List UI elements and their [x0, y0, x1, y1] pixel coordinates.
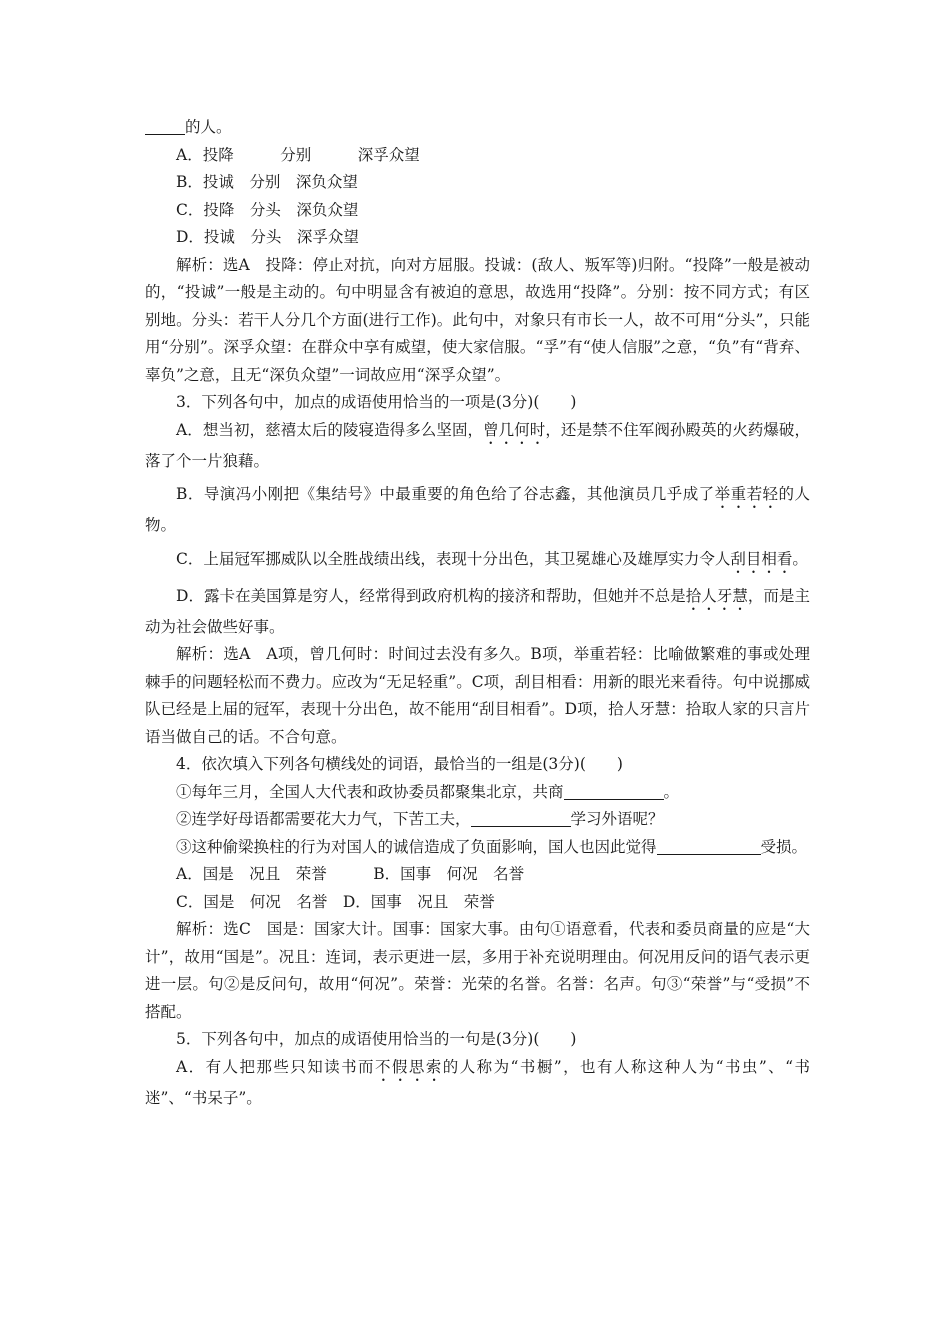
dotted-idiom: 曾几何时: [483, 420, 546, 439]
answer-blank: [657, 836, 761, 855]
q3-option-a: A．想当初，慈禧太后的陵寝造得多么坚固，曾几何时，还是禁不住军阀孙殿英的火药爆破，落了个一片狼藉。: [145, 420, 810, 470]
q4-analysis: 解析：选C 国是：国家大计。国事：国家大事。由句①语意看，代表和委员商量的应是“大计”，故用“国是”。况且：连词，表示更进一层，多用于补充说明理由。何况用反问的语气表示更进一层。句②是反问句，故用“何况”。荣誉：光荣的名誉。名誉：名声。句③“荣誉”与“受损”不搭配。: [145, 920, 810, 1021]
q4-sentence-3: ③这种偷梁换柱的行为对国人的诚信造成了负面影响，国人也因此觉得 受损。: [176, 837, 808, 856]
q3-stem: 3．下列各句中，加点的成语使用恰当的一项是(3分)( ): [176, 393, 577, 411]
answer-blank: [145, 116, 185, 135]
q4-sentence-2: ②连学好母语都需要花大力气，下苦工夫， 学习外语呢？: [176, 810, 664, 828]
q2-option-d: D．投诚 分头 深孚众望: [176, 228, 359, 246]
answer-blank: [564, 781, 664, 800]
dotted-idiom: 刮目相看: [730, 549, 793, 568]
q2-option-b: B．投诚 分别 深负众望: [176, 173, 358, 191]
dotted-idiom: 不假思索: [374, 1057, 443, 1076]
q4-options-cd: C．国是 何况 名誉 D．国事 况且 荣誉: [176, 892, 495, 911]
document-page: [145, 114, 810, 1112]
dotted-idiom: 举重若轻: [714, 485, 779, 503]
dotted-idiom: 拾人牙慧: [685, 586, 748, 605]
q3-analysis: 解析：选A A项，曾几何时：时间过去没有多久。B项，举重若轻：比喻做繁难的事或处理棘手的问题轻松而不费力。应改为“无足轻重”。C项，刮目相看：用新的眼光来看待。句中说挪威队已经是上届的冠军，表现十分出色，故不能用“刮目相看”。D项，拾人牙慧：拾取人家的只言片语当做自己的话。不合句意。: [145, 645, 810, 746]
q3-option-d: D．露卡在美国算是穷人，经常得到政府机构的接济和帮助，但她并不总是拾人牙慧，而是主动为社会做些好事。: [145, 586, 810, 636]
q4-options-ab: A．国是 况且 荣誉 B．国事 何况 名誉: [176, 865, 525, 883]
paragraph-q2-end: 的人。: [145, 114, 810, 142]
answer-blank: [471, 808, 571, 827]
q5-option-a: A．有人把那些只知读书而不假思索的人称为“书橱”，也有人称这种人为“书虫”、“书迷”、“书呆子”。: [145, 1057, 810, 1107]
q4-sentence-1: ①每年三月，全国人大代表和政协委员都聚集北京，共商 。: [176, 782, 680, 801]
q2-analysis: 解析：选A 投降：停止对抗，向对方屈服。投诚：(敌人、叛军等)归附。“投降”一般是被动的，“投诚”一般是主动的。句中明显含有被迫的意思，故选用“投降”。分别：按不同方式；有区别地。分头：若干人分几个方面(进行工作)。此句中，对象只有市长一人，故不可用“分头”，只能用“分别”。深孚众望：在群众中享有威望，使大家信服。“孚”有“使人信服”之意，“负”有“背弃、辜负”之意，且无“深负众望”一词故应用“深孚众望”。: [145, 255, 810, 384]
q3-option-b: B．导演冯小刚把《集结号》中最重要的角色给了谷志鑫，其他演员几乎成了举重若轻的人物。: [145, 485, 810, 534]
q2-option-a: A．投降 分别 深孚众望: [176, 145, 420, 164]
q5-stem: 5．下列各句中，加点的成语使用恰当的一句是(3分)( ): [176, 1030, 577, 1048]
q3-option-c: C．上届冠军挪威队以全胜战绩出线，表现十分出色，其卫冕雄心及雄厚实力令人刮目相看。: [176, 549, 808, 568]
q4-stem: 4．依次填入下列各句横线处的词语，最恰当的一组是(3分)( ): [176, 755, 623, 773]
q2-option-c: C．投降 分头 深负众望: [176, 200, 359, 219]
